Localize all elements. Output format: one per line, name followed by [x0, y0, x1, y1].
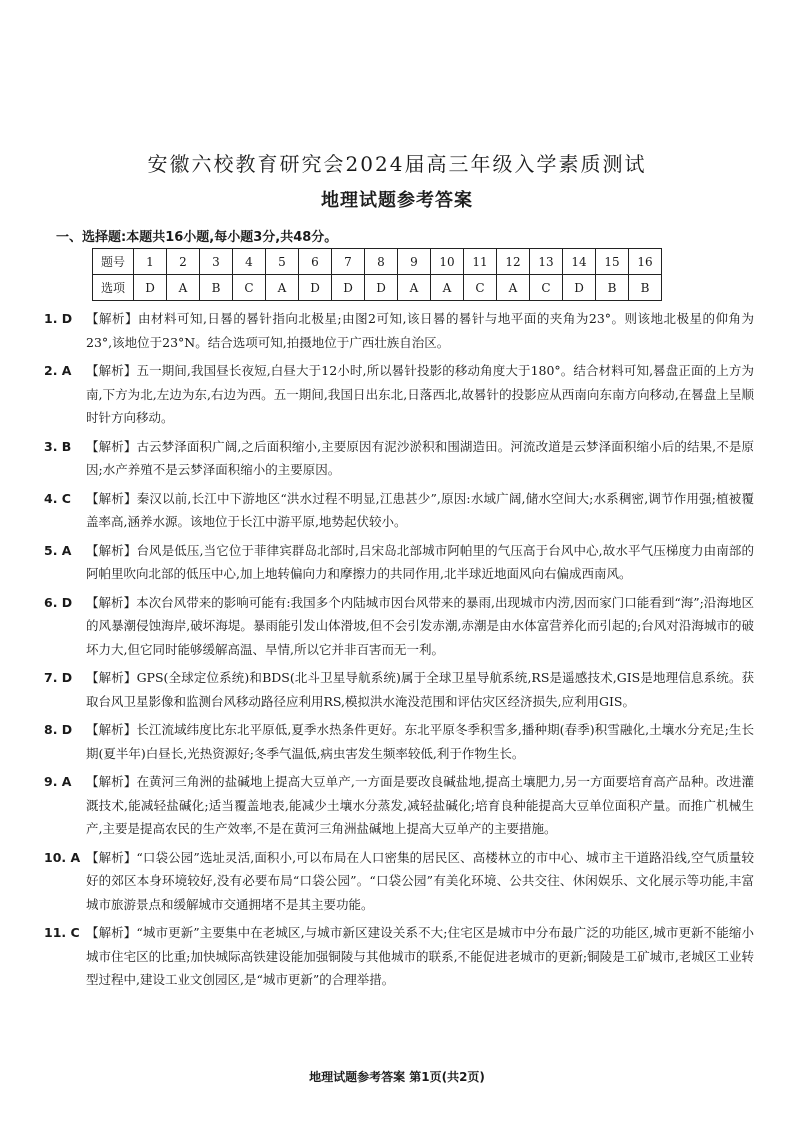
question-number-cell: 13 [530, 249, 563, 275]
answer-cell: A [266, 275, 299, 301]
explanation-item [44, 921, 754, 992]
item-text: 【解析】“城市更新”主要集中在老城区,与城市新区建设关系不大;住宅区是城市中分布最广泛的功能区,城市更新不能缩小城市住宅区的比重;加快城际高铁建设能加强铜陵与其他城市的联系,不能促进老城市的更新;铜陵是工矿城市,老城区工业转型过程中,建设工业文创园区,是“城市更新”的合理举措。 [86, 925, 754, 987]
page-subtitle: 地理试题参考答案 [321, 190, 473, 211]
answer-cell: A [431, 275, 464, 301]
question-number-cell: 7 [332, 249, 365, 275]
item-number: 1. D [44, 311, 73, 326]
item-number: 11. C [44, 925, 80, 940]
explanation-item [44, 487, 754, 534]
question-number-cell: 9 [398, 249, 431, 275]
answer-row [93, 275, 662, 301]
explanation-list [44, 307, 754, 997]
item-text: 【解析】五一期间,我国昼长夜短,白昼大于12小时,所以晷针投影的移动角度大于180°。结合材料可知,晷盘正面的上方为南,下方为北,左边为东,右边为西。五一期间,我国日出东北,日落西北,故晷针的投影应从西南向东南方向移动,在晷盘上呈顺时针方向移动。 [86, 363, 754, 425]
question-number-cell: 2 [167, 249, 200, 275]
explanation-item [44, 539, 754, 586]
question-number-cell: 6 [299, 249, 332, 275]
question-number-cell: 3 [200, 249, 233, 275]
explanation-item [44, 770, 754, 841]
answer-cell: A [497, 275, 530, 301]
item-number: 5. A [44, 542, 72, 558]
answer-table [92, 248, 662, 301]
item-text: 【解析】本次台风带来的影响可能有:我国多个内陆城市因台风带来的暴雨,出现城市内涝,因而家门口能看到“海”;沿海地区的风暴潮侵蚀海岸,破坏海堤。暴雨能引发山体滑坡,但不会引发赤潮,赤潮是由水体富营养化而引起的;台风对沿海城市的破坏力大,但它同时能够缓解高温、旱情,所以它并非百害而无一利。 [86, 594, 754, 657]
item-number: 4. C [44, 490, 71, 506]
item-number: 10. A [44, 849, 81, 865]
item-number: 8. D [44, 722, 73, 737]
explanation-item [44, 359, 754, 430]
explanation-item [44, 846, 754, 917]
question-number-cell: 11 [464, 249, 497, 275]
answer-cell: C [233, 275, 266, 301]
question-number-cell: 1 [134, 249, 167, 275]
item-text: 【解析】“口袋公园”选址灵活,面积小,可以布局在人口密集的居民区、高楼林立的市中心、城市主干道路沿线,空气质量较好的郊区本身环境较好,没有必要布局“口袋公园”。“口袋公园”有美化环境、公共交往、休闲娱乐、文化展示等功能,丰富城市旅游景点和缓解城市交通拥堵不是其主要功能。 [86, 849, 754, 912]
question-number-cell: 16 [629, 249, 662, 275]
item-text: 【解析】在黄河三角洲的盐碱地上提高大豆单产,一方面是要改良碱盐地,提高土壤肥力,另一方面要培育高产品种。改进灌溉技术,能减轻盐碱化;适当覆盖地表,能减少土壤水分蒸发,减轻盐碱化;培育良种能提高大豆单位面积产量。而推广机械生产,主要是提高农民的生产效率,不是在黄河三角洲盐碱地上提高大豆单产的主要措施。 [86, 774, 754, 836]
question-number-cell: 5 [266, 249, 299, 275]
answer-cell: D [365, 275, 398, 301]
explanation-item [44, 307, 754, 354]
question-number-row [93, 249, 662, 275]
item-text: 【解析】古云梦泽面积广阔,之后面积缩小,主要原因有泥沙淤积和围湖造田。河流改道是云梦泽面积缩小后的结果,不是原因;水产养殖不是云梦泽面积缩小的主要原因。 [86, 438, 754, 477]
answer-cell: D [563, 275, 596, 301]
page-footer: 地理试题参考答案 第1页(共2页) [309, 1070, 485, 1084]
question-number-cell: 15 [596, 249, 629, 275]
row-label-question: 题号 [93, 249, 134, 275]
question-number-cell: 8 [365, 249, 398, 275]
question-number-cell: 4 [233, 249, 266, 275]
item-number: 6. D [44, 594, 73, 610]
question-number-cell: 12 [497, 249, 530, 275]
item-number: 2. A [44, 363, 72, 378]
answer-cell: D [332, 275, 365, 301]
item-text: 【解析】长江流域纬度比东北平原低,夏季水热条件更好。东北平原冬季积雪多,播种期(春季)积雪融化,土壤水分充足;生长期(夏半年)白昼长,光热资源好;冬季气温低,病虫害发生频率较低,利于作物生长。 [86, 722, 754, 761]
answer-cell: B [200, 275, 233, 301]
row-label-answer: 选项 [93, 275, 134, 301]
section-heading: 一、选择题:本题共16小题,每小题3分,共48分。 [56, 230, 338, 245]
item-text: 【解析】秦汉以前,长江中下游地区“洪水过程不明显,江患甚少”,原因:水域广阔,储水空间大;水系稠密,调节作用强;植被覆盖率高,涵养水源。该地位于长江中游平原,地势起伏较小。 [86, 490, 754, 529]
answer-cell: A [167, 275, 200, 301]
answer-cell: C [464, 275, 497, 301]
item-number: 7. D [44, 670, 73, 685]
item-number: 3. B [44, 438, 72, 454]
item-number: 9. A [44, 774, 72, 789]
item-text: 【解析】由材料可知,日晷的晷针指向北极星;由图2可知,该日晷的晷针与地平面的夹角为23°。则该地北极星的仰角为23°,该地位于23°N。结合选项可知,拍摄地位于广西壮族自治区。 [86, 311, 754, 350]
answer-cell: D [134, 275, 167, 301]
answer-cell: B [629, 275, 662, 301]
answer-cell: C [530, 275, 563, 301]
explanation-item [44, 718, 754, 765]
explanation-item [44, 435, 754, 482]
item-text: 【解析】GPS(全球定位系统)和BDS(北斗卫星导航系统)属于全球卫星导航系统,RS是遥感技术,GIS是地理信息系统。获取台风卫星影像和监测台风移动路径应利用RS,模拟洪水淹没范围和评估灾区经济损失,应利用GIS。 [86, 670, 754, 709]
answer-cell: A [398, 275, 431, 301]
answer-cell: D [299, 275, 332, 301]
explanation-item [44, 666, 754, 713]
question-number-cell: 10 [431, 249, 464, 275]
page-title: 安徽六校教育研究会2024届高三年级入学素质测试 [147, 152, 647, 176]
answer-cell: B [596, 275, 629, 301]
explanation-item [44, 591, 754, 662]
question-number-cell: 14 [563, 249, 596, 275]
item-text: 【解析】台风是低压,当它位于菲律宾群岛北部时,吕宋岛北部城市阿帕里的气压高于台风中心,故水平气压梯度力由南部的阿帕里吹向北部的低压中心,加上地转偏向力和摩擦力的共同作用,北半球近地面风向右偏成西南风。 [86, 542, 754, 581]
